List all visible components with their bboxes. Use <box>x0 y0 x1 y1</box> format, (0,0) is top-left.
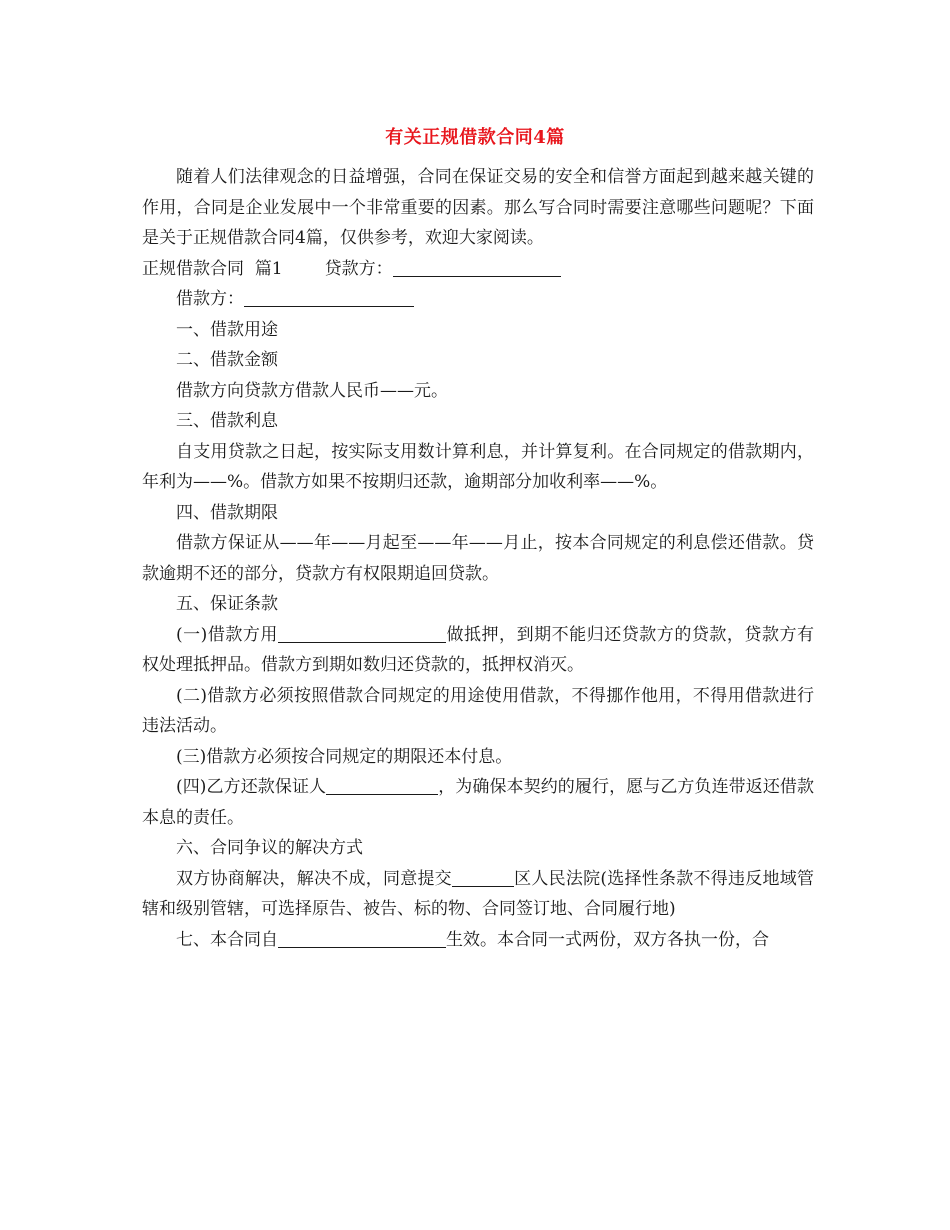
section-2-title: 二、借款金额 <box>176 350 278 370</box>
section-3-title: 三、借款利息 <box>176 411 278 431</box>
borrower-blank <box>244 289 414 307</box>
section-6-before: 双方协商解决，解决不成，同意提交 <box>176 868 452 889</box>
section-4-text: 借款方保证从——年——月起至——年——月止，按本合同规定的利息偿还借款。贷款逾期不还的部分，贷款方有权限期追回贷款。 <box>142 533 814 584</box>
document-title: 有关正规借款合同4篇 <box>385 127 565 148</box>
section-5-clause-4 <box>142 772 814 833</box>
section-2-text: 借款方向贷款方借款人民币——元。 <box>176 380 448 401</box>
lender-blank <box>393 259 561 277</box>
section-7-after: 生效。本合同一式两份，双方各执一份，合 <box>446 929 769 950</box>
section-1-title: 一、借款用途 <box>176 319 278 340</box>
intro-paragraph: 随着人们法律观念的日益增强，合同在保证交易的安全和信誉方面起到越来越关键的作用，合同是企业发展中一个非常重要的因素。那么写合同时需要注意哪些问题呢？下面是关于正规借款合同4篇，仅供参考，欢迎大家阅读。 <box>142 167 814 248</box>
section-4-title: 四、借款期限 <box>176 502 278 523</box>
article1-number: 篇1 <box>254 258 283 279</box>
section-5-title: 五、保证条款 <box>176 594 278 614</box>
clause-4-after: ，为确保本契约的履行，愿与乙方负连带返还借款本息的责任。 <box>142 777 815 828</box>
document-body <box>142 162 814 955</box>
lender-label: 贷款方： <box>324 258 393 279</box>
section-6-after: 区人民法院(选择性条款不得违反地域管辖和级别管辖，可选择原告、被告、标的物、合同签订地、合同履行地) <box>142 868 814 919</box>
section-5-clause-3: (三)借款方必须按合同规定的期限还本付息。 <box>176 746 513 767</box>
guarantor-blank <box>326 777 438 795</box>
section-7-text <box>142 925 814 956</box>
section-3-text: 自支用贷款之日起，按实际支用数计算利息，并计算复利。在合同规定的借款期内，年利为——%。借款方如果不按期归还款，逾期部分加收利率——%。 <box>142 441 814 492</box>
section-6-title: 六、合同争议的解决方式 <box>176 838 363 858</box>
clause-1-before: (一)借款方用 <box>176 624 278 645</box>
collateral-blank <box>278 625 446 643</box>
article1-heading-line <box>142 254 814 285</box>
effective-date-blank <box>278 930 446 948</box>
section-5-clause-1 <box>142 620 814 681</box>
article1-heading: 正规借款合同 <box>142 258 244 279</box>
clause-4-before: (四)乙方还款保证人 <box>176 777 327 797</box>
section-7-before: 七、本合同自 <box>176 929 278 950</box>
clause-1-after: 做抵押，到期不能归还贷款方的贷款，贷款方有权处理抵押品。借款方到期如数归还贷款的，抵押权消灭。 <box>142 624 815 675</box>
borrower-label: 借款方： <box>176 289 244 309</box>
borrower-line <box>142 284 814 315</box>
court-blank <box>452 869 514 887</box>
section-6-text <box>142 864 814 925</box>
section-5-clause-2: (二)借款方必须按照借款合同规定的用途使用借款，不得挪作他用，不得用借款进行违法活动。 <box>142 685 814 736</box>
